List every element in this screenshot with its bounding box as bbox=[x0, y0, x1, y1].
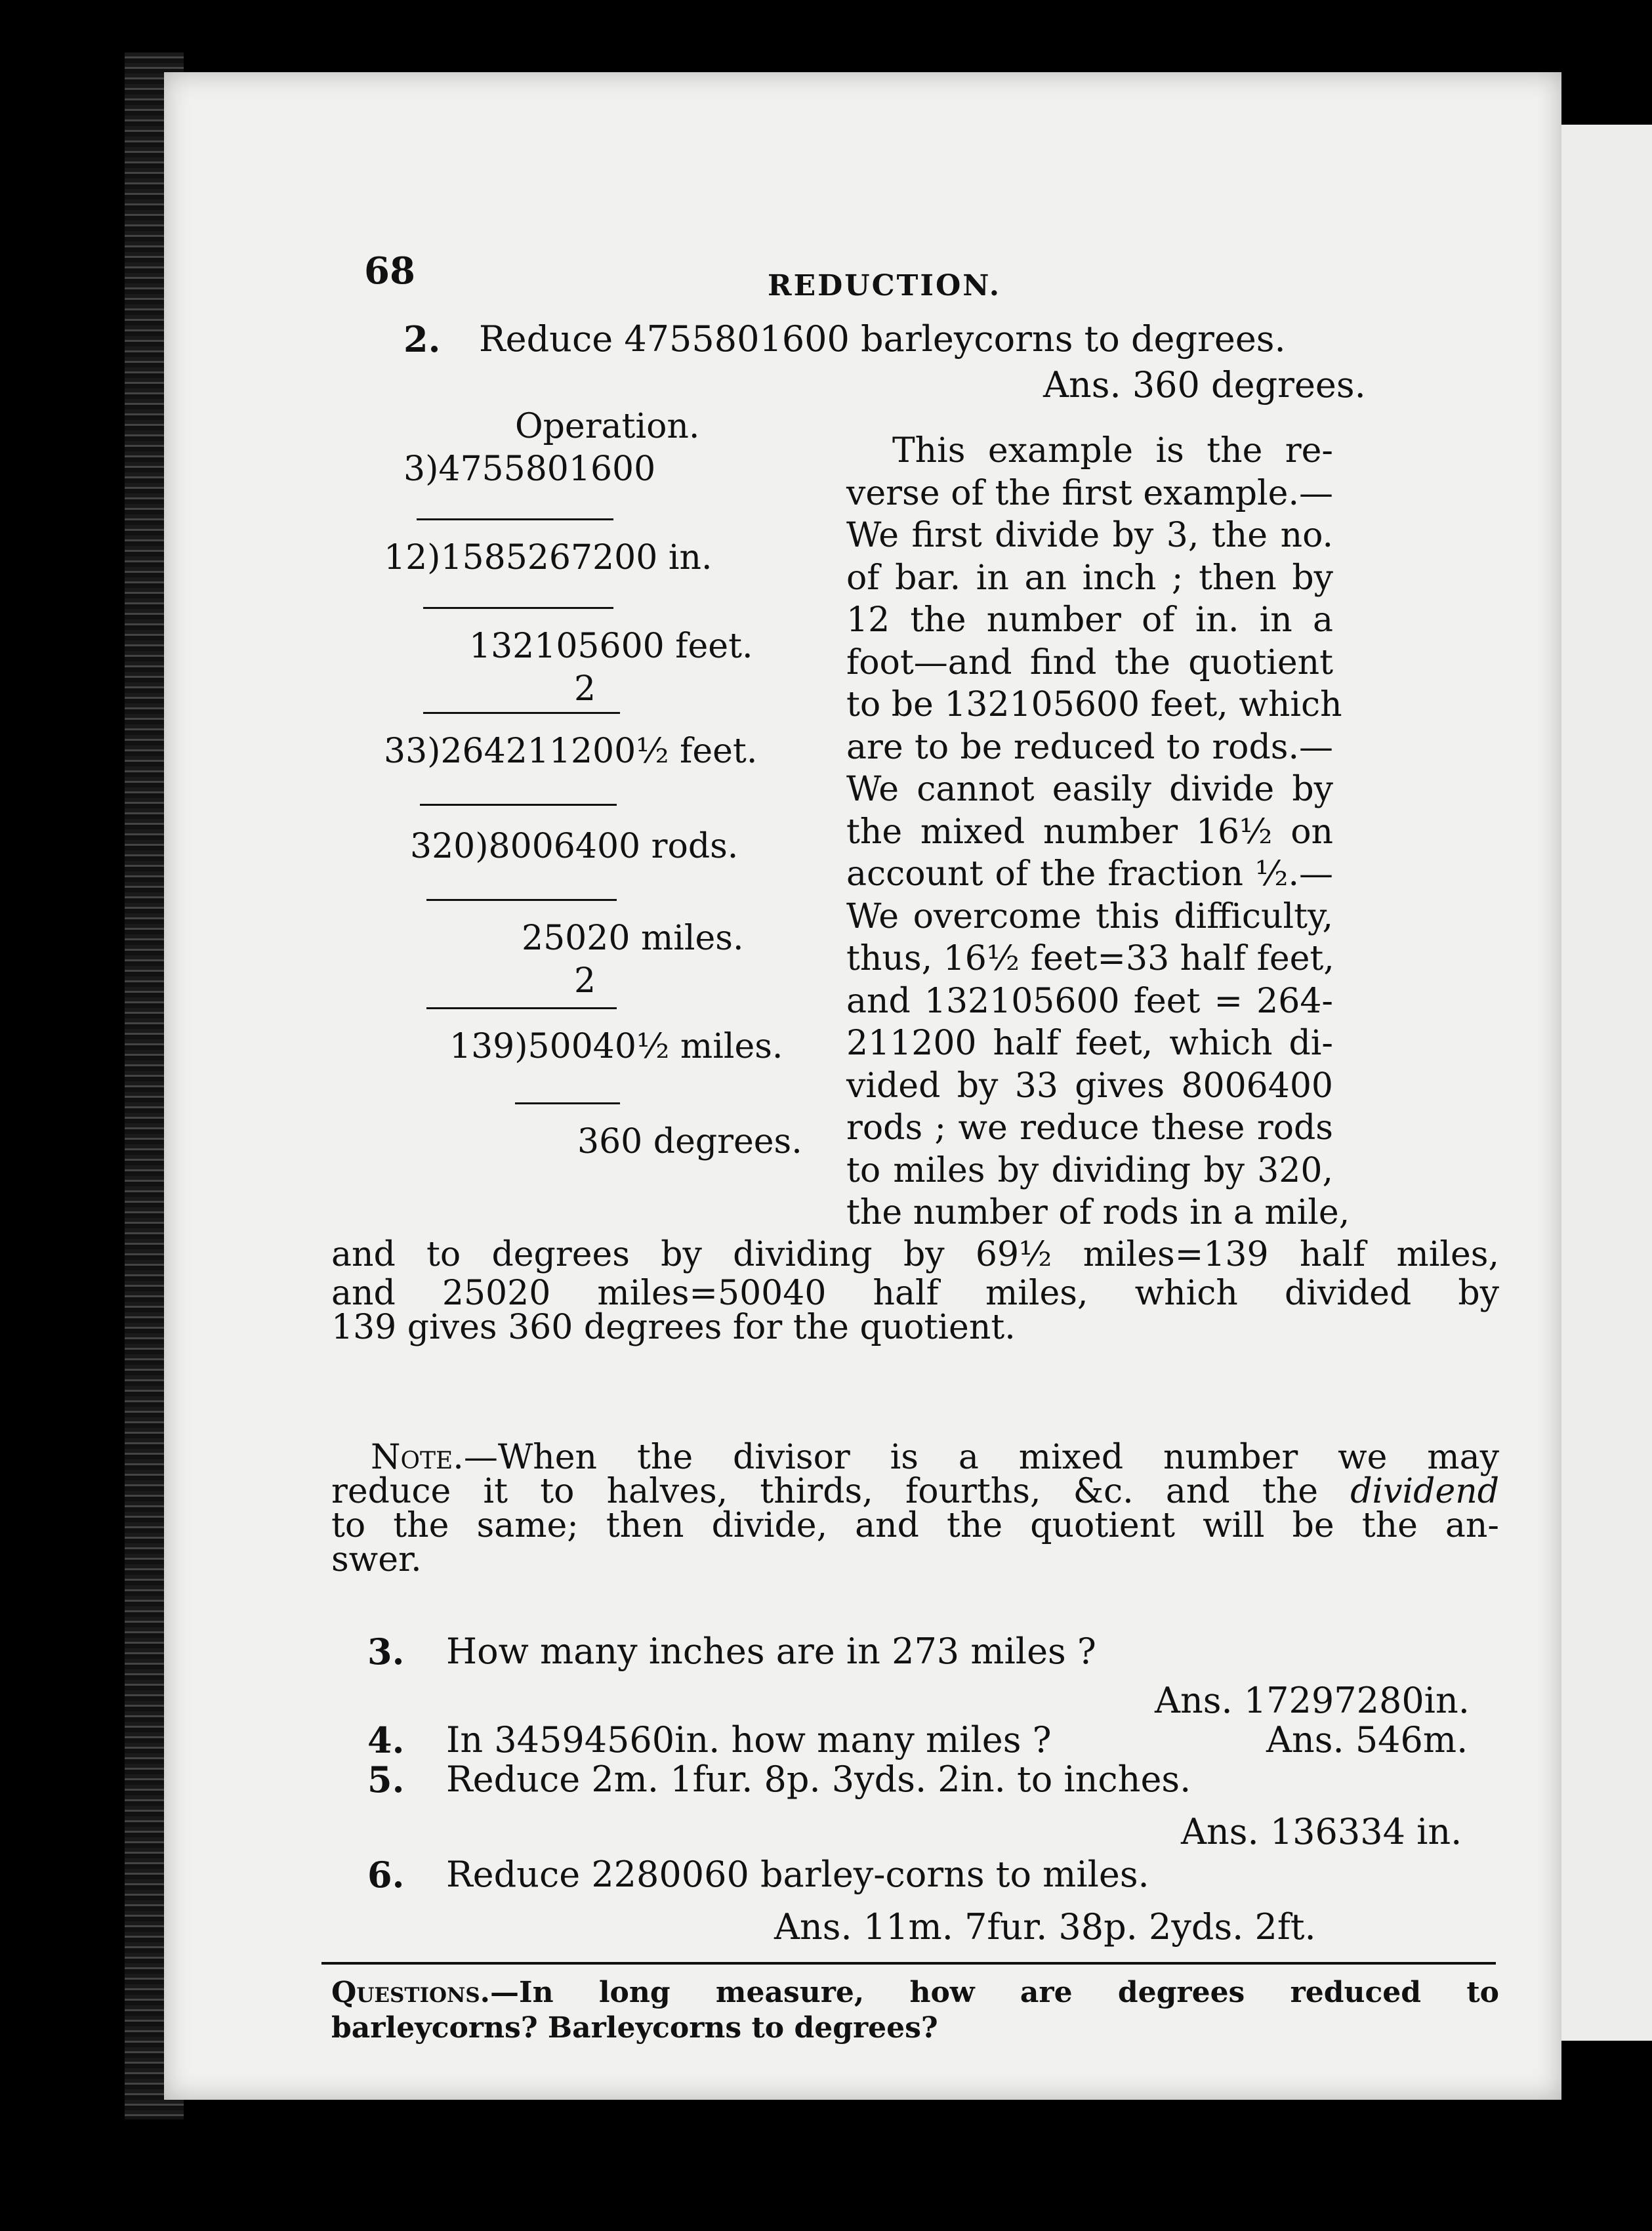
operation-line: 320)8006400 rods. bbox=[410, 827, 739, 866]
operation-line: 139)50040½ miles. bbox=[449, 1027, 783, 1066]
book-page bbox=[164, 72, 1561, 2100]
exercise-text: Reduce 2m. 1fur. 8p. 3yds. 2in. to inches. bbox=[446, 1759, 1191, 1800]
operation-result: 360 degrees. bbox=[577, 1122, 802, 1161]
multiplication-rule bbox=[426, 1007, 617, 1009]
explanation-line: and 25020 miles=50040 half miles, which divided by bbox=[331, 1273, 1499, 1313]
operation-multiplier: 2 bbox=[574, 669, 596, 709]
note-text: —When the divisor is a mixed number we may bbox=[463, 1438, 1499, 1477]
explanation-line: rods ; we reduce these rods bbox=[846, 1108, 1333, 1148]
example-problem: Reduce 4755801600 barleycorns to degrees. bbox=[479, 318, 1286, 360]
exercise-text: How many inches are in 273 miles ? bbox=[446, 1631, 1096, 1672]
questions-text: barleycorns? Barleycorns to degrees? bbox=[331, 2011, 938, 2045]
note-text: reduce it to halves, thirds, fourths, &c. and the bbox=[331, 1472, 1319, 1511]
page-number: 68 bbox=[364, 249, 415, 293]
explanation-line: are to be reduced to rods.— bbox=[846, 727, 1333, 767]
questions-text: —In long measure, how are degrees reduced to bbox=[490, 1976, 1499, 2009]
note-line bbox=[331, 1474, 1499, 1509]
division-rule bbox=[423, 607, 613, 609]
explanation-line: the mixed number 16½ on bbox=[846, 812, 1333, 852]
note-line bbox=[331, 1438, 1499, 1477]
explanation-line: and to degrees by dividing by 69½ miles=139 half miles, bbox=[331, 1235, 1499, 1274]
exercise-number: 3. bbox=[367, 1631, 405, 1673]
division-rule bbox=[426, 899, 617, 901]
explanation-line: of bar. in an inch ; then by bbox=[846, 558, 1333, 598]
explanation-line: This example is the re- bbox=[892, 431, 1333, 470]
explanation-line: foot—and find the quotient bbox=[846, 642, 1333, 682]
exercise-number: 4. bbox=[367, 1719, 405, 1761]
explanation-line: We cannot easily divide by bbox=[846, 770, 1333, 809]
explanation-line: 139 gives 360 degrees for the quotient. bbox=[331, 1307, 1016, 1347]
multiplication-rule bbox=[423, 712, 620, 714]
explanation-line: vided by 33 gives 8006400 bbox=[846, 1066, 1333, 1106]
exercise-answer: Ans. 546m. bbox=[1266, 1719, 1468, 1761]
division-rule bbox=[420, 804, 617, 806]
footer-rule bbox=[321, 1962, 1496, 1965]
facing-page bbox=[1561, 125, 1652, 2041]
explanation-line: 211200 half feet, which di- bbox=[846, 1024, 1333, 1063]
exercise-number: 5. bbox=[367, 1759, 405, 1801]
note-paragraph bbox=[331, 1440, 1499, 1577]
exercise-text: Reduce 2280060 barley-corns to miles. bbox=[446, 1854, 1149, 1895]
example-answer: Ans. 360 degrees. bbox=[1043, 364, 1366, 406]
questions-line bbox=[331, 1975, 1499, 2011]
operation-line: 3)4755801600 bbox=[403, 449, 656, 489]
explanation-line: to be 132105600 feet, which bbox=[846, 685, 1342, 724]
note-italic-word: dividend bbox=[1350, 1472, 1499, 1511]
explanation-line: the number of rods in a mile, bbox=[846, 1193, 1350, 1232]
operation-heading: Operation. bbox=[515, 407, 700, 446]
exercise-answer: Ans. 17297280in. bbox=[1155, 1680, 1470, 1721]
explanation-line: and 132105600 feet = 264- bbox=[846, 981, 1333, 1021]
operation-line: 25020 miles. bbox=[522, 919, 744, 958]
exercise-number: 6. bbox=[367, 1854, 405, 1896]
explanation-continuation bbox=[331, 1234, 1499, 1345]
explanation-line: We first divide by 3, the no. bbox=[846, 516, 1333, 555]
questions-paragraph bbox=[331, 1975, 1499, 2046]
explanation-line: verse of the first example.— bbox=[846, 473, 1333, 513]
explanation-line: account of the fraction ½.— bbox=[846, 854, 1333, 894]
note-label: Note. bbox=[371, 1438, 464, 1477]
explanation-column bbox=[846, 430, 1350, 1234]
exercise-text: In 34594560in. how many miles ? bbox=[446, 1719, 1052, 1761]
questions-label: Questions. bbox=[331, 1976, 490, 2009]
exercise-answer: Ans. 136334 in. bbox=[1181, 1811, 1462, 1852]
note-text: to the same; then divide, and the quotient will be the an- bbox=[331, 1506, 1499, 1545]
explanation-line: We overcome this difficulty, bbox=[846, 896, 1333, 936]
explanation-line: to miles by dividing by 320, bbox=[846, 1150, 1333, 1190]
division-rule bbox=[417, 518, 613, 520]
example-number: 2. bbox=[403, 318, 441, 360]
operation-line: 132105600 feet. bbox=[469, 627, 753, 666]
exercise-answer: Ans. 11m. 7fur. 38p. 2yds. 2ft. bbox=[774, 1906, 1316, 1948]
operation-line: 12)1585267200 in. bbox=[384, 538, 712, 577]
division-rule bbox=[515, 1102, 620, 1104]
running-head: REDUCTION. bbox=[768, 269, 1002, 302]
explanation-line: thus, 16½ feet=33 half feet, bbox=[846, 939, 1334, 978]
operation-line: 33)264211200½ feet. bbox=[384, 732, 758, 771]
note-text: swer. bbox=[331, 1540, 422, 1579]
explanation-line: 12 the number of in. in a bbox=[846, 600, 1333, 640]
operation-multiplier: 2 bbox=[574, 961, 596, 1001]
